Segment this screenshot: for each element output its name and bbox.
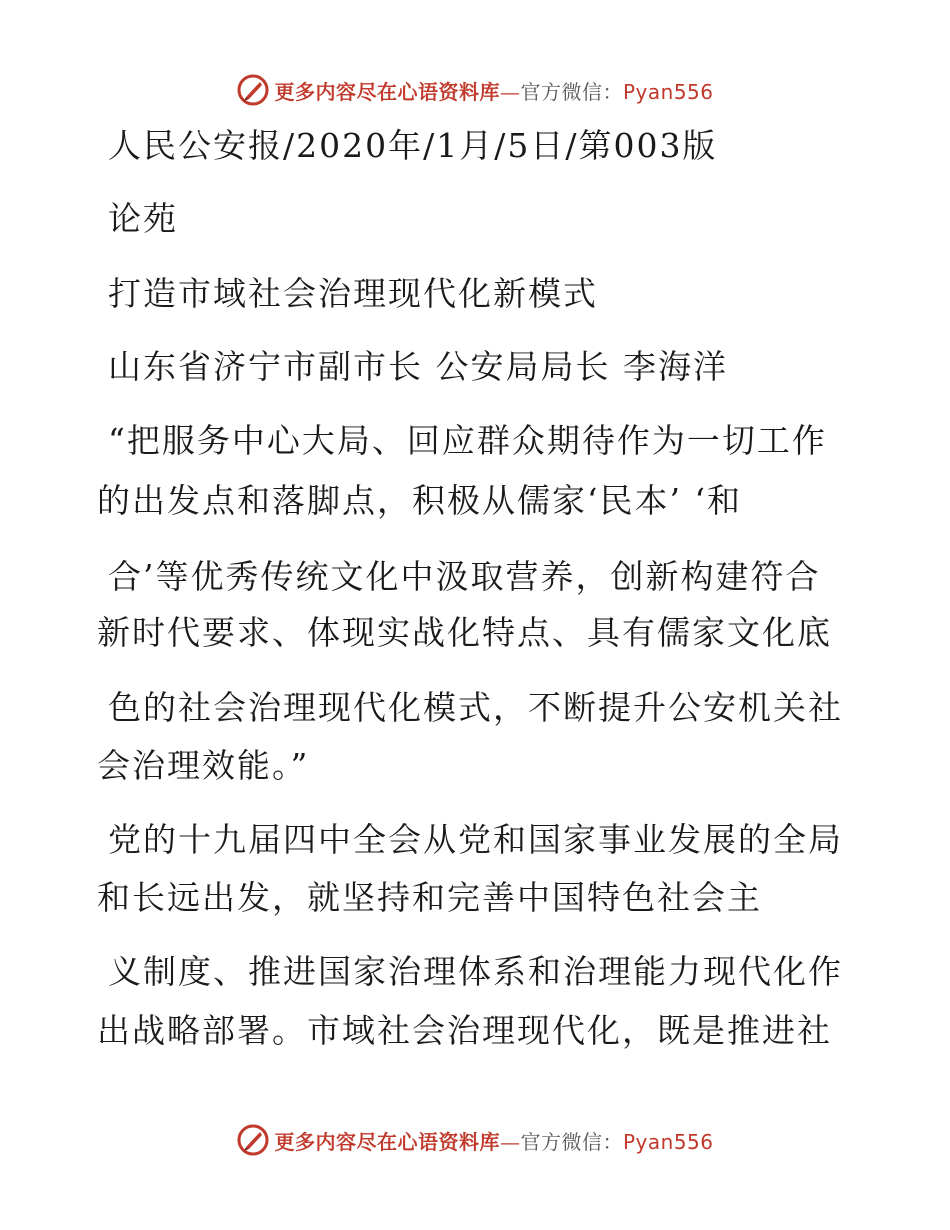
body-line: 会治理效能。” [97,746,310,785]
body-line: 和长远出发，就坚持和完善中国特色社会主 [97,878,762,917]
body-line: “把服务中心大局、回应群众期待作为一切工作 [108,421,827,460]
body-line: 新时代要求、体现实战化特点、具有儒家文化底 [97,613,832,652]
watermark-site: 更多内容尽在心语资料库 [274,79,500,104]
watermark-text [274,76,713,105]
watermark-dash: — [499,79,521,104]
watermark-wechat-id: Pyan556 [622,1129,714,1154]
quill-pen-logo-icon [236,73,270,107]
body-line: 合’等优秀传统文化中汲取营养，创新构建符合 [108,557,821,596]
quill-pen-logo-icon [236,1123,270,1157]
watermark-wechat-id: Pyan556 [622,79,714,104]
body-line: 出战略部署。市域社会治理现代化，既是推进社 [97,1011,832,1050]
watermark-label: 官方微信： [520,1129,623,1154]
headline: 打造市域社会治理现代化新模式 [108,274,598,313]
watermark-banner-bottom [0,1120,950,1160]
body-line: 党的十九届四中全会从党和国家事业发展的全局 [108,820,843,859]
watermark-banner-top [0,70,950,110]
masthead: 人民公安报/2020年/1月/5日/第003版 [108,126,718,165]
watermark-dash: — [499,1129,521,1154]
watermark-label: 官方微信： [520,79,623,104]
body-line: 色的社会治理现代化模式，不断提升公安机关社 [108,688,843,727]
byline: 山东省济宁市副市长 公安局局长 李海洋 [108,347,728,386]
watermark-site: 更多内容尽在心语资料库 [274,1129,500,1154]
watermark-text [274,1126,713,1155]
column-name: 论苑 [108,199,178,238]
body-line: 义制度、推进国家治理体系和治理能力现代化作 [108,952,843,991]
body-line: 的出发点和落脚点，积极从儒家‘民本’ ‘和 [97,481,742,520]
